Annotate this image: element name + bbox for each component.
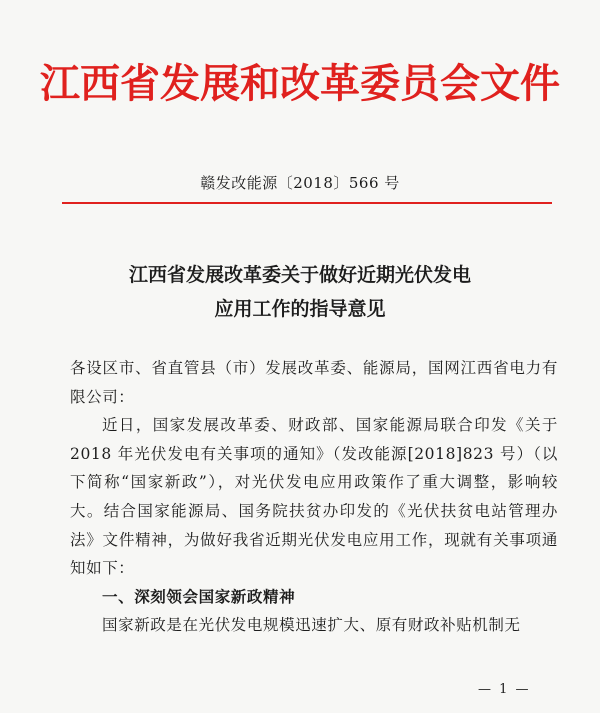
body-paragraph-1: 近日，国家发展改革委、财政部、国家能源局联合印发《关于 2018 年光伏发电有关事项的通知》（发改能源[2018]823 号）（以下简称“国家新政”），对光伏发电应用政策作了重大调整，影响较大。结合国家能源局、国务院扶贫办印发的《光伏扶贫电站管理办法》文件精神，为做好我省近期光伏发电应用工作，现就有关事项通知如下： <box>70 416 558 578</box>
document-number: 赣发改能源〔2018〕566 号 <box>200 174 400 192</box>
body-paragraph-2: 国家新政是在光伏发电规模迅速扩大、原有财政补贴机制无 <box>102 616 521 635</box>
notice-title-line2: 应用工作的指导意见 <box>214 298 386 320</box>
document-body <box>70 354 558 640</box>
page-number: — 1 — <box>478 682 531 697</box>
document-header-title: 江西省发展和改革委员会文件 <box>40 60 560 107</box>
notice-title <box>0 258 600 326</box>
section-heading-1: 一、深刻领会国家新政精神 <box>102 587 296 606</box>
red-divider-line <box>62 202 552 204</box>
addressee-paragraph: 各设区市、省直管县（市）发展改革委、能源局，国网江西省电力有限公司： <box>70 359 558 406</box>
notice-title-line1: 江西省发展改革委关于做好近期光伏发电 <box>128 264 471 286</box>
